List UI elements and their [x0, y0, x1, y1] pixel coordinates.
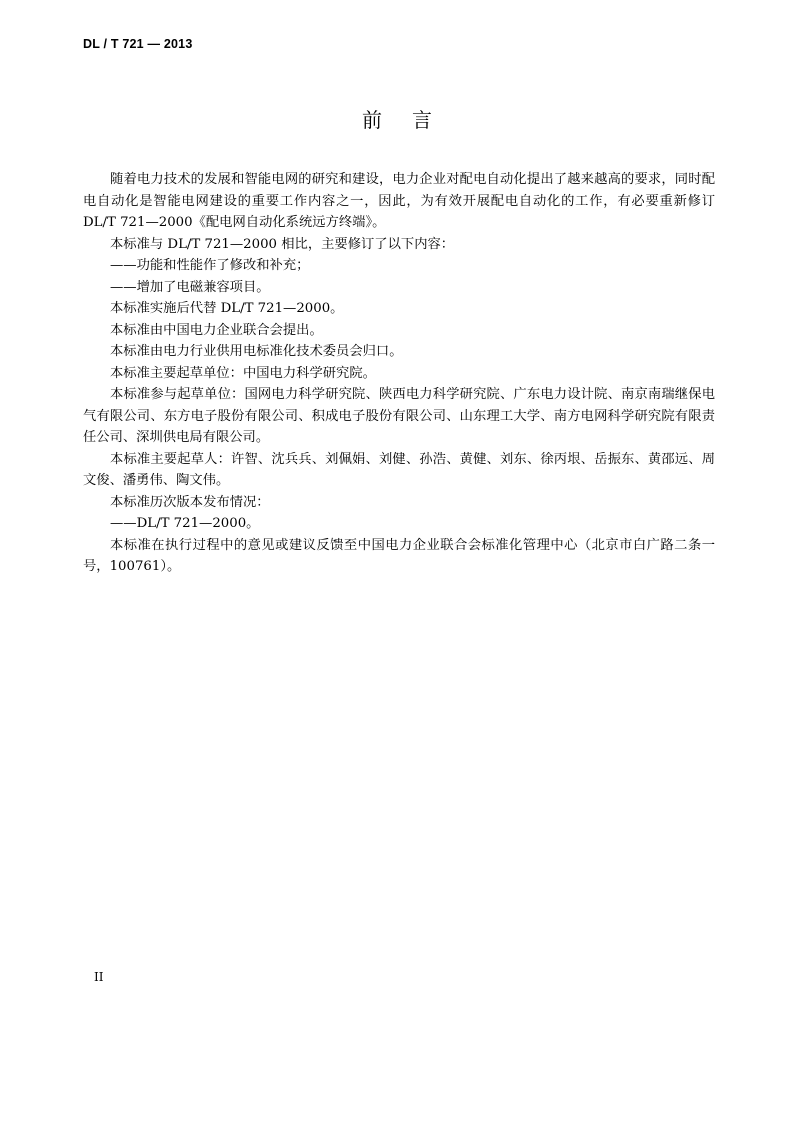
paragraph-participating-drafters: 本标准参与起草单位：国网电力科学研究院、陕西电力科学研究院、广东电力设计院、南京南瑞继保电气有限公司、东方电子股份有限公司、积成电子股份有限公司、山东理工大学、南方电网科学研究院有限责任公司、深圳供电局有限公司。 [83, 387, 715, 445]
paragraph-main-drafter: 本标准主要起草单位：中国电力科学研究院。 [110, 365, 376, 381]
paragraph-supersedes: 本标准实施后代替 DL/T 721—2000。 [110, 301, 344, 316]
page-title: 前言 [362, 108, 462, 132]
revision-item-emc: ——增加了电磁兼容项目。 [110, 279, 270, 295]
paragraph-revision-intro: 本标准与 DL/T 721—2000 相比，主要修订了以下内容： [110, 236, 455, 252]
paragraph-feedback: 本标准在执行过程中的意见或建议反馈至中国电力企业联合会标准化管理中心（北京市白广路二条一号，100761）。 [83, 537, 715, 574]
paragraph-background: 随着电力技术的发展和智能电网的研究和建设，电力企业对配电自动化提出了越来越高的要求，同时配电自动化是智能电网建设的重要工作内容之一，因此，为有效开展配电自动化的工作，有必要重新修订 DL/T 721—2000《配电网自动化系统远方终端》。 [83, 172, 715, 230]
paragraph-main-authors: 本标准主要起草人：许智、沈兵兵、刘佩娟、刘健、孙浩、黄健、刘东、徐丙垠、岳振东、黄邵远、周文俊、潘勇伟、陶文伟。 [83, 451, 715, 488]
paragraph-version-history-intro: 本标准历次版本发布情况： [110, 494, 270, 510]
version-history-item: ——DL/T 721—2000。 [110, 516, 260, 531]
paragraph-under-jurisdiction: 本标准由电力行业供用电标准化技术委员会归口。 [110, 344, 403, 359]
paragraph-proposed-by: 本标准由中国电力企业联合会提出。 [110, 322, 323, 338]
document-number-header: DL / T 721 — 2013 [83, 37, 193, 51]
page-number: II [94, 970, 104, 984]
document-body [83, 169, 715, 578]
revision-item-function: ——功能和性能作了修改和补充； [110, 258, 310, 273]
